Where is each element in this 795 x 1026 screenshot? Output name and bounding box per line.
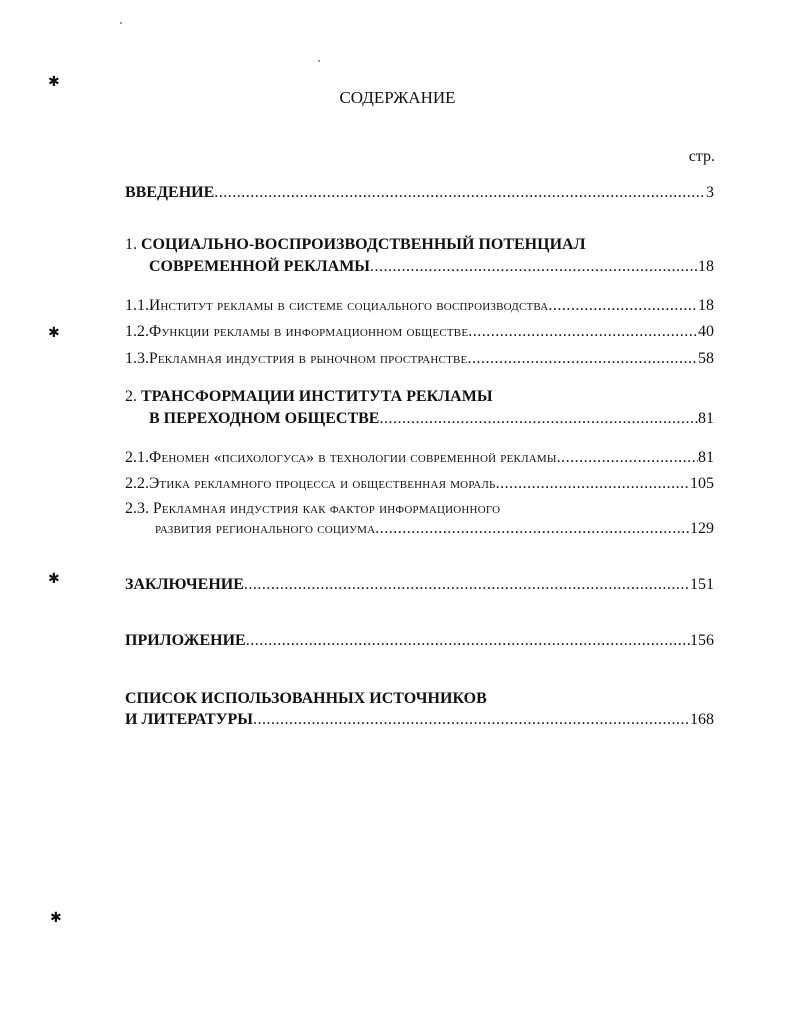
toc-section-title-cont: развития регионального социума bbox=[155, 520, 376, 537]
toc-section-title: Институт рекламы в системе социального воспроизводства bbox=[149, 297, 549, 314]
toc-section-number: 1.1. bbox=[125, 297, 149, 314]
toc-section-title: Функции рекламы в информационном обществе bbox=[149, 323, 469, 340]
toc-chapter-1-line2 bbox=[125, 258, 714, 276]
toc-leader-dots bbox=[253, 711, 690, 729]
scan-mark: ✱ bbox=[48, 572, 60, 587]
toc-section-number: 1.2. bbox=[125, 323, 149, 340]
toc-section-title: Этика рекламного процесса и общественная мораль bbox=[149, 475, 496, 492]
toc-section-title: Рекламная индустрия как фактор информационного bbox=[153, 500, 501, 517]
toc-entry-sources-line1: СПИСОК ИСПОЛЬЗОВАННЫХ ИСТОЧНИКОВ bbox=[125, 690, 487, 707]
scan-speck bbox=[120, 22, 122, 24]
toc-leader-dots bbox=[214, 184, 706, 202]
toc-entry-page: 18 bbox=[698, 297, 714, 314]
toc-chapter-2-line1 bbox=[125, 388, 714, 406]
toc-entry-page: 3 bbox=[706, 184, 714, 201]
toc-entry-page: 58 bbox=[698, 350, 714, 367]
toc-section-2-2 bbox=[125, 475, 714, 493]
toc-section-title: Феномен «психологуса» в технологии современной рекламы bbox=[149, 449, 557, 466]
toc-section-1-2 bbox=[125, 323, 714, 341]
toc-leader-dots bbox=[370, 258, 698, 276]
toc-entry-sources-line2 bbox=[125, 711, 714, 729]
toc-entry-page: 168 bbox=[690, 711, 714, 728]
toc-leader-dots bbox=[375, 520, 690, 538]
toc-chapter-1-line1 bbox=[125, 236, 714, 254]
toc-section-number: 1.3. bbox=[125, 350, 149, 367]
toc-chapter-title: ТРАНСФОРМАЦИИ ИНСТИТУТА РЕКЛАМЫ bbox=[141, 388, 493, 405]
scan-mark: ✱ bbox=[48, 326, 60, 341]
toc-chapter-title-cont: СОВРЕМЕННОЙ РЕКЛАМЫ bbox=[149, 258, 371, 275]
toc-section-2-3-line2 bbox=[125, 520, 714, 538]
toc-entry-page: 81 bbox=[698, 410, 714, 427]
toc-leader-dots bbox=[246, 632, 690, 650]
toc-entry-page: 105 bbox=[690, 475, 714, 492]
toc-chapter-number: 2. bbox=[125, 388, 137, 405]
toc-entry-page: 18 bbox=[698, 258, 714, 275]
toc-leader-dots bbox=[379, 410, 698, 428]
toc-entry-label: ПРИЛОЖЕНИЕ bbox=[125, 632, 246, 649]
toc-section-number: 2.3. bbox=[125, 500, 149, 517]
toc-leader-dots bbox=[548, 297, 698, 315]
scan-mark: ✱ bbox=[48, 75, 60, 90]
toc-leader-dots bbox=[496, 475, 690, 493]
toc-chapter-number: 1. bbox=[125, 236, 137, 253]
page-column-label: стр. bbox=[688, 148, 715, 165]
toc-entry-page: 40 bbox=[698, 323, 714, 340]
toc-entry-label-cont: И ЛИТЕРАТУРЫ bbox=[125, 711, 253, 728]
toc-entry-conclusion bbox=[125, 576, 714, 594]
toc-leader-dots bbox=[467, 350, 698, 368]
toc-entry-page: 129 bbox=[690, 520, 714, 537]
page-title: СОДЕРЖАНИЕ bbox=[339, 88, 456, 107]
toc-chapter-title-cont: В ПЕРЕХОДНОМ ОБЩЕСТВЕ bbox=[149, 410, 380, 427]
toc-leader-dots bbox=[468, 323, 698, 341]
toc-entry-page: 81 bbox=[698, 449, 714, 466]
scan-speck bbox=[318, 60, 320, 62]
toc-entry-label: ЗАКЛЮЧЕНИЕ bbox=[125, 576, 244, 593]
toc-section-1-3 bbox=[125, 350, 714, 368]
toc-section-2-1 bbox=[125, 449, 714, 467]
toc-entry-appendix bbox=[125, 632, 714, 650]
toc-entry-label: ВВЕДЕНИЕ bbox=[125, 184, 215, 201]
toc-section-1-1 bbox=[125, 297, 714, 315]
toc-section-number: 2.1. bbox=[125, 449, 149, 466]
toc-entry-page: 156 bbox=[690, 632, 714, 649]
toc-section-title: Рекламная индустрия в рыночном пространстве bbox=[149, 350, 468, 367]
toc-leader-dots bbox=[557, 449, 698, 467]
toc-section-2-3-line1 bbox=[125, 500, 714, 518]
toc-leader-dots bbox=[244, 576, 690, 594]
toc-chapter-2-line2 bbox=[125, 410, 714, 428]
toc-entry-page: 151 bbox=[690, 576, 714, 593]
toc-entry-intro bbox=[125, 184, 714, 202]
scan-mark: ✱ bbox=[50, 911, 62, 926]
toc-section-number: 2.2. bbox=[125, 475, 149, 492]
toc-chapter-title: СОЦИАЛЬНО-ВОСПРОИЗВОДСТВЕННЫЙ ПОТЕНЦИАЛ bbox=[141, 236, 586, 253]
